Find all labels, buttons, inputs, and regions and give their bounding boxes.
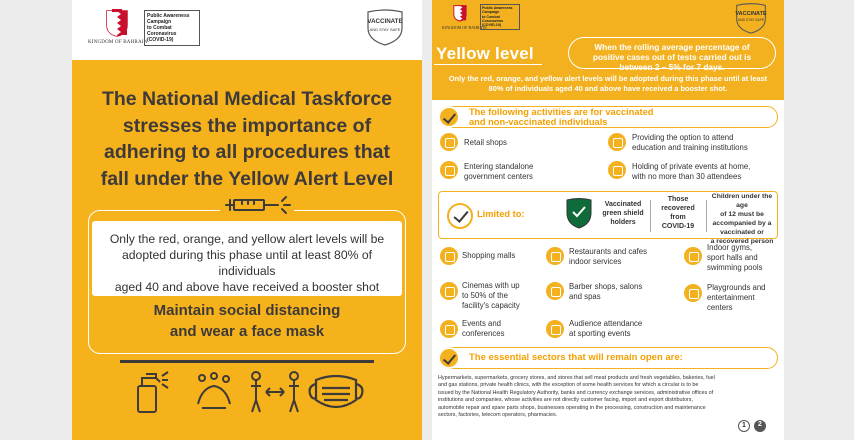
vaccinate-text: VACCINATE	[367, 18, 403, 25]
activity-item	[569, 247, 647, 267]
title-underline	[434, 64, 542, 65]
playground-icon	[684, 284, 702, 302]
green-shield-icon	[565, 197, 593, 229]
activity-line: Indoor gyms,	[707, 243, 753, 252]
essential-header	[438, 347, 778, 369]
handwash-icon	[192, 370, 236, 416]
limited-line: accompanied by a	[712, 219, 772, 227]
events-icon	[440, 320, 458, 338]
essential-line: sectors, factories, telecom operators, pharmacies.	[438, 412, 558, 419]
campaign-line: to Combat	[482, 14, 500, 19]
distancing-icon	[248, 370, 302, 416]
page-title: Yellow level	[436, 44, 534, 63]
essential-line: automobile repair and spare parts shops, businesses operating in the processing, construction and maintenance	[438, 404, 706, 411]
headline-line: The National Medical Taskforce	[101, 88, 393, 110]
activity-line: swimming pools	[707, 263, 763, 272]
stadium-icon	[546, 320, 564, 338]
page-1-indicator[interactable]: 1	[738, 420, 750, 432]
condition-line: positive cases out of tests carried out is	[592, 52, 752, 62]
limited-line: from	[670, 214, 686, 221]
headline-line: adhering to all procedures that	[103, 141, 391, 163]
restaurant-icon	[546, 247, 564, 265]
vaccinate-text: VACCINATE	[735, 11, 767, 17]
activity-line: Providing the option to attend	[632, 133, 734, 142]
syringe-icon	[220, 192, 294, 218]
following-header	[438, 106, 778, 128]
campaign-line: Campaign	[147, 19, 172, 25]
following-line: and non-vaccinated individuals	[469, 116, 608, 127]
page-2-indicator[interactable]: 2	[754, 420, 766, 432]
activity-line: Cinemas with up	[462, 281, 520, 290]
left-header	[72, 0, 422, 60]
campaign-line: Coronavirus	[482, 18, 504, 23]
activity-item	[707, 243, 762, 273]
headline-line: fall under the Yellow Alert Level	[100, 167, 394, 190]
divider	[650, 200, 651, 232]
icon-row	[120, 362, 374, 420]
maintain-line: Maintain social distancing	[153, 302, 341, 319]
activity-item	[462, 319, 504, 339]
gym-icon	[684, 247, 702, 265]
icon-row-divider	[120, 360, 374, 363]
alert-line: adopted during this phase until at least 80% of individuals	[121, 248, 373, 278]
activity-item	[462, 251, 515, 261]
mall-icon	[440, 247, 458, 265]
bahrain-crest-icon	[452, 4, 468, 22]
campaign-box	[480, 4, 520, 30]
condition-box	[568, 37, 776, 72]
following-line: The following activities are for vaccinated	[469, 107, 654, 117]
activity-line: Events and	[462, 319, 502, 328]
kingdom-label: KINGDOM OF BAHRAIN	[88, 40, 148, 45]
limited-line: vaccinated or	[720, 228, 764, 236]
limited-group	[599, 200, 647, 227]
activity-item	[569, 319, 642, 339]
check-icon	[447, 203, 473, 229]
maintain-text	[92, 300, 402, 342]
activity-item	[462, 281, 520, 311]
activity-line: indoor services	[569, 257, 622, 266]
campaign-line: Public Awareness	[147, 13, 190, 19]
stay-safe-text: AND STAY SAFE	[737, 18, 765, 22]
vaccinate-badge	[364, 8, 406, 46]
headline	[86, 86, 408, 192]
limited-line: holders	[610, 219, 636, 226]
activity-line: Holding of private events at home,	[632, 162, 751, 171]
campaign-line: (COVID-19)	[147, 37, 174, 43]
following-label	[469, 108, 653, 127]
activity-line: centers	[707, 303, 733, 312]
essential-line: institutions and companies, whose activities are not directly customer facing, import and export distributors,	[438, 397, 693, 404]
check-icon	[438, 106, 460, 128]
essential-line: Hypermarkets, supermarkets, grocery stores, and stores that sell meat products and fresh vegetables, bakeries, fuel	[438, 375, 715, 381]
check-icon	[438, 347, 460, 369]
essential-line: and gas stations, private health clinics, with the exception of some health services for which a circular is to be	[438, 382, 699, 389]
limited-box	[438, 191, 778, 245]
campaign-line: to Combat	[147, 25, 172, 31]
activity-item	[569, 282, 642, 302]
activity-line: Audience attendance	[569, 319, 643, 328]
limited-line: COVID-19	[661, 223, 695, 230]
activity-line: government centers	[464, 172, 533, 181]
vaccinate-badge	[732, 2, 770, 34]
activity-line: Shopping malls	[462, 251, 516, 260]
barber-icon	[546, 282, 564, 300]
campaign-line: (COVID-19)	[482, 23, 501, 28]
shop-icon	[440, 133, 458, 151]
education-icon	[608, 133, 626, 151]
condition-line: between 2 – 5% for 7 days.	[619, 62, 725, 72]
campaign-line: Coronavirus	[147, 31, 177, 37]
campaign-box	[144, 10, 200, 46]
activity-item	[632, 162, 750, 182]
activity-line: entertainment	[707, 293, 755, 302]
condition-line: When the rolling average percentage of	[594, 42, 750, 52]
activity-line: and spas	[569, 292, 601, 301]
limited-line: recovered	[661, 205, 695, 212]
activity-line: Entering standalone	[464, 162, 534, 171]
activity-item	[464, 138, 507, 148]
bahrain-crest-icon	[104, 9, 130, 37]
limited-line: a recovered person	[710, 237, 774, 245]
activity-line: to 50% of the	[462, 291, 508, 300]
activity-line: with no more than 30 attendees	[632, 172, 742, 181]
limited-line: Those	[667, 196, 689, 203]
activity-line: Restaurants and cafes	[569, 247, 648, 256]
activity-line: Retail shops	[464, 138, 507, 147]
note-line: 80% of individuals aged 40 and above have received a booster shot.	[488, 84, 728, 93]
limited-line: green shield	[602, 210, 644, 217]
alert-line: aged 40 and above have received a booster shot	[114, 280, 380, 294]
alert-note	[436, 74, 780, 94]
cinema-icon	[440, 282, 458, 300]
essential-line: issued by the National Health Regulatory Authority, banks and currency exchange services, administrative offices of	[438, 389, 714, 396]
limited-line: Children under the age	[711, 193, 773, 209]
limited-line: of 12 must be	[720, 210, 764, 218]
maintain-line: and wear a face mask	[169, 323, 325, 340]
activity-line: facility's capacity	[462, 301, 520, 310]
campaign-line: Public Awareness	[482, 6, 513, 10]
essential-paragraph	[438, 375, 778, 419]
left-poster	[72, 0, 422, 440]
alert-band	[92, 221, 402, 296]
activity-line: sport halls and	[707, 253, 758, 262]
kingdom-label: KINGDOM OF BAHRAIN	[442, 25, 487, 30]
government-icon	[440, 161, 458, 179]
activity-line: at sporting events	[569, 329, 631, 338]
right-poster	[432, 0, 784, 440]
activity-item	[707, 283, 766, 313]
headline-line: stresses the importance of	[122, 114, 372, 137]
spray-icon	[130, 370, 170, 416]
activity-line: Playgrounds and	[707, 283, 766, 292]
activity-line: conferences	[462, 329, 505, 338]
limited-group	[653, 195, 703, 231]
activity-line: education and training institutions	[632, 143, 748, 152]
campaign-line: Campaign	[482, 10, 500, 15]
essential-title: The essential sectors that will remain open are:	[469, 352, 683, 363]
activity-line: Barber shops, salons	[569, 282, 643, 291]
note-line: Only the red, orange, and yellow alert levels will be adopted during this phase until at least	[448, 74, 768, 83]
limited-line: Vaccinated	[604, 201, 642, 208]
limited-label: Limited to:	[477, 209, 525, 219]
home-event-icon	[608, 161, 626, 179]
activity-item	[464, 162, 533, 182]
alert-line: Only the red, orange, and yellow alert levels will be	[109, 232, 385, 246]
limited-group	[705, 193, 779, 246]
stay-safe-text: AND STAY SAFE	[369, 27, 401, 32]
face-mask-icon	[306, 370, 366, 416]
activity-item	[632, 133, 748, 153]
